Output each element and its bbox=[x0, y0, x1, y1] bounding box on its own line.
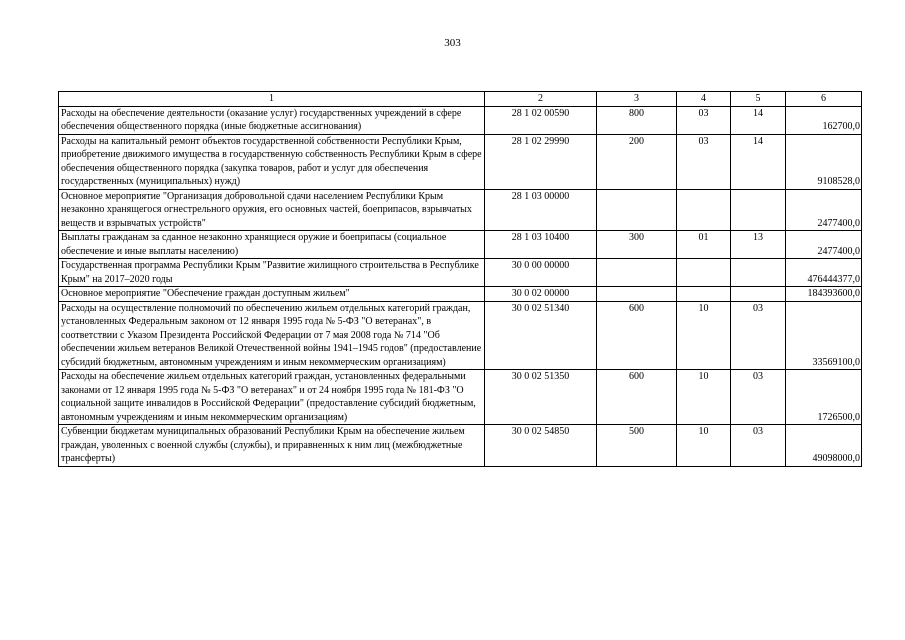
section-cell: 10 bbox=[677, 370, 731, 425]
expense-type-cell: 800 bbox=[597, 106, 677, 134]
column-header: 2 bbox=[485, 92, 597, 107]
target-code-cell: 28 1 02 00590 bbox=[485, 106, 597, 134]
table-row bbox=[59, 370, 862, 425]
expense-type-cell: 500 bbox=[597, 425, 677, 467]
subsection-cell: 03 bbox=[731, 425, 786, 467]
subsection-cell bbox=[731, 259, 786, 287]
target-code-cell: 28 1 03 10400 bbox=[485, 231, 597, 259]
amount-cell: 33569100,0 bbox=[786, 301, 862, 370]
section-cell bbox=[677, 189, 731, 231]
table-row bbox=[59, 301, 862, 370]
section-cell: 10 bbox=[677, 425, 731, 467]
expense-type-cell: 200 bbox=[597, 134, 677, 189]
target-code-cell: 30 0 02 54850 bbox=[485, 425, 597, 467]
amount-cell: 476444377,0 bbox=[786, 259, 862, 287]
subsection-cell: 03 bbox=[731, 370, 786, 425]
expense-name-cell: Расходы на осуществление полномочий по обеспечению жильем отдельных категорий граждан, установленных Федеральным законом от 12 января 1995 года № 5-ФЗ "О ветеранах", в соответствии с Указом Президента Российской Федерации от 7 мая 2008 года № 714 "Об обеспечении жильем ветеранов Великой Отечественной войны 1941–1945 годов" (предоставление субсидий бюджетным, автономным учреждениям и иным некоммерческим организациям) bbox=[59, 301, 485, 370]
amount-cell: 9108528,0 bbox=[786, 134, 862, 189]
target-code-cell: 30 0 02 51340 bbox=[485, 301, 597, 370]
amount-cell: 2477400,0 bbox=[786, 189, 862, 231]
amount-cell: 49098000,0 bbox=[786, 425, 862, 467]
expense-type-cell: 600 bbox=[597, 370, 677, 425]
expense-type-cell: 600 bbox=[597, 301, 677, 370]
expense-type-cell bbox=[597, 189, 677, 231]
amount-cell: 2477400,0 bbox=[786, 231, 862, 259]
section-cell: 03 bbox=[677, 106, 731, 134]
expense-name-cell: Государственная программа Республики Крым "Развитие жилищного строительства в Республике Крым" на 2017–2020 годы bbox=[59, 259, 485, 287]
table-row bbox=[59, 134, 862, 189]
target-code-cell: 28 1 02 29990 bbox=[485, 134, 597, 189]
column-header: 3 bbox=[597, 92, 677, 107]
column-header: 1 bbox=[59, 92, 485, 107]
section-cell: 01 bbox=[677, 231, 731, 259]
expense-name-cell: Расходы на обеспечение деятельности (оказание услуг) государственных учреждений в сфере обеспечения общественного порядка (иные бюджетные ассигнования) bbox=[59, 106, 485, 134]
table-row bbox=[59, 259, 862, 287]
header-row bbox=[59, 92, 862, 107]
column-header: 4 bbox=[677, 92, 731, 107]
subsection-cell: 14 bbox=[731, 106, 786, 134]
amount-cell: 162700,0 bbox=[786, 106, 862, 134]
subsection-cell: 13 bbox=[731, 231, 786, 259]
target-code-cell: 30 0 00 00000 bbox=[485, 259, 597, 287]
column-header: 6 bbox=[786, 92, 862, 107]
table-row bbox=[59, 231, 862, 259]
expense-name-cell: Расходы на обеспечение жильем отдельных категорий граждан, установленных федеральными законами от 12 января 1995 года № 5-ФЗ "О ветеранах" и от 24 ноября 1995 года № 181-ФЗ "О социальной защите инвалидов в Российской Федерации" (предоставление субсидий бюджетным, автономным учреждениям и иным некоммерческим организациям) bbox=[59, 370, 485, 425]
subsection-cell bbox=[731, 189, 786, 231]
target-code-cell: 28 1 03 00000 bbox=[485, 189, 597, 231]
budget-table bbox=[58, 91, 862, 467]
table-row bbox=[59, 189, 862, 231]
expense-name-cell: Субвенции бюджетам муниципальных образований Республики Крым на обеспечение жильем граждан, уволенных с военной службы (службы), и приравненных к ним лиц (межбюджетные трансферты) bbox=[59, 425, 485, 467]
expense-type-cell: 300 bbox=[597, 231, 677, 259]
column-header: 5 bbox=[731, 92, 786, 107]
target-code-cell: 30 0 02 51350 bbox=[485, 370, 597, 425]
amount-cell: 184393600,0 bbox=[786, 287, 862, 302]
section-cell bbox=[677, 259, 731, 287]
page-number: 303 bbox=[444, 37, 461, 49]
section-cell: 10 bbox=[677, 301, 731, 370]
subsection-cell: 03 bbox=[731, 301, 786, 370]
table-row bbox=[59, 106, 862, 134]
table-row bbox=[59, 287, 862, 302]
expense-name-cell: Основное мероприятие "Организация добровольной сдачи населением Республики Крым незаконно хранящегося огнестрельного оружия, его основных частей, боеприпасов, взрывчатых веществ и взрывчатых устройств" bbox=[59, 189, 485, 231]
target-code-cell: 30 0 02 00000 bbox=[485, 287, 597, 302]
section-cell: 03 bbox=[677, 134, 731, 189]
expense-name-cell: Выплаты гражданам за сданное незаконно хранящиеся оружие и боеприпасы (социальное обеспечение и иные выплаты населению) bbox=[59, 231, 485, 259]
expense-name-cell: Расходы на капитальный ремонт объектов государственной собственности Республики Крым, приобретение движимого имущества в государственную собственность Республики Крым в сфере обеспечения общественного порядка (закупка товаров, работ и услуг для обеспечения государственных (муниципальных) нужд) bbox=[59, 134, 485, 189]
table-row bbox=[59, 425, 862, 467]
section-cell bbox=[677, 287, 731, 302]
expense-type-cell bbox=[597, 259, 677, 287]
subsection-cell: 14 bbox=[731, 134, 786, 189]
amount-cell: 1726500,0 bbox=[786, 370, 862, 425]
expense-type-cell bbox=[597, 287, 677, 302]
subsection-cell bbox=[731, 287, 786, 302]
expense-name-cell: Основное мероприятие "Обеспечение граждан доступным жильем" bbox=[59, 287, 485, 302]
